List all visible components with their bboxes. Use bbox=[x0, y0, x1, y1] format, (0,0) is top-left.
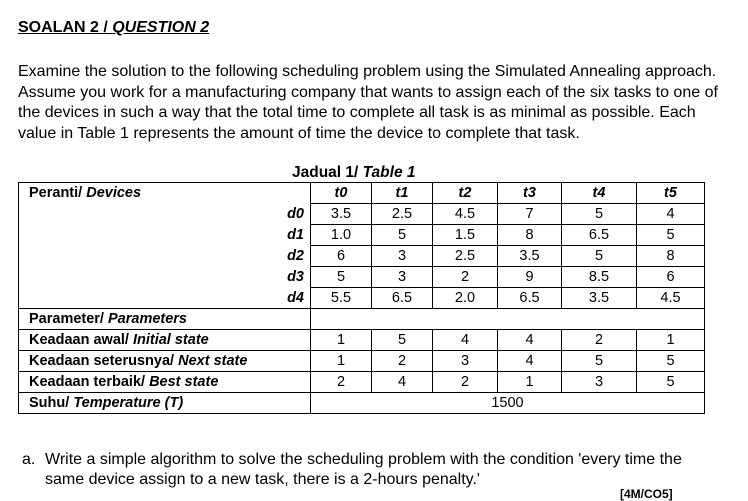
time-cell: 6 bbox=[311, 246, 372, 267]
time-cell: 1.5 bbox=[433, 225, 498, 246]
state-cell: 1 bbox=[311, 351, 372, 372]
state-cell: 4 bbox=[433, 330, 498, 351]
state-cell: 1 bbox=[498, 372, 562, 393]
state-cell: 4 bbox=[498, 351, 562, 372]
device-label: d3 bbox=[19, 267, 311, 288]
temperature-row bbox=[19, 393, 705, 414]
time-cell: 8 bbox=[498, 225, 562, 246]
time-cell: 7 bbox=[498, 204, 562, 225]
parameters-label: Parameter/ Parameters bbox=[19, 309, 311, 330]
time-cell: 4 bbox=[637, 204, 705, 225]
time-cell: 2 bbox=[433, 267, 498, 288]
devices-label: Peranti/ Devices bbox=[19, 183, 311, 204]
time-cell: 5 bbox=[372, 225, 433, 246]
time-cell: 2.5 bbox=[433, 246, 498, 267]
task-header: t3 bbox=[498, 183, 562, 204]
time-cell: 3 bbox=[372, 267, 433, 288]
state-cell: 5 bbox=[372, 330, 433, 351]
header-row bbox=[19, 183, 705, 204]
task-header: t4 bbox=[562, 183, 637, 204]
marks-label: [4M/CO5] bbox=[620, 487, 673, 501]
time-cell: 2.5 bbox=[372, 204, 433, 225]
device-row bbox=[19, 204, 705, 225]
state-cell: 2 bbox=[372, 351, 433, 372]
task-header: t1 bbox=[372, 183, 433, 204]
parameters-row bbox=[19, 309, 705, 330]
time-cell: 3.5 bbox=[562, 288, 637, 309]
device-row bbox=[19, 225, 705, 246]
time-cell: 3 bbox=[372, 246, 433, 267]
time-cell: 6 bbox=[637, 267, 705, 288]
state-cell: 1 bbox=[637, 330, 705, 351]
time-cell: 5 bbox=[637, 225, 705, 246]
time-cell: 5 bbox=[562, 204, 637, 225]
task-header: t5 bbox=[637, 183, 705, 204]
time-cell: 6.5 bbox=[562, 225, 637, 246]
time-cell: 3.5 bbox=[311, 204, 372, 225]
caption-malay: Jadual 1/ bbox=[292, 164, 363, 181]
state-cell: 5 bbox=[562, 351, 637, 372]
schedule-table bbox=[18, 182, 705, 414]
time-cell: 5.5 bbox=[311, 288, 372, 309]
question-heading bbox=[18, 19, 209, 37]
task-header: t0 bbox=[311, 183, 372, 204]
state-cell: 5 bbox=[637, 351, 705, 372]
state-cell: 1 bbox=[311, 330, 372, 351]
heading-english: QUESTION 2 bbox=[112, 19, 210, 36]
state-cell: 3 bbox=[562, 372, 637, 393]
heading-malay: SOALAN 2 / bbox=[18, 19, 113, 36]
device-label: d4 bbox=[19, 288, 311, 309]
state-row bbox=[19, 330, 705, 351]
state-label: Keadaan awal/ Initial state bbox=[19, 330, 311, 351]
temperature-value: 1500 bbox=[311, 393, 705, 414]
state-label: Keadaan seterusnya/ Next state bbox=[19, 351, 311, 372]
caption-english: Table 1 bbox=[362, 164, 416, 181]
time-cell: 1.0 bbox=[311, 225, 372, 246]
time-cell: 5 bbox=[562, 246, 637, 267]
state-label: Keadaan terbaik/ Best state bbox=[19, 372, 311, 393]
device-row bbox=[19, 267, 705, 288]
device-label: d2 bbox=[19, 246, 311, 267]
time-cell: 6.5 bbox=[498, 288, 562, 309]
state-cell: 5 bbox=[637, 372, 705, 393]
time-cell: 8 bbox=[637, 246, 705, 267]
state-cell: 3 bbox=[433, 351, 498, 372]
question-a-marker: a. bbox=[22, 451, 36, 468]
time-cell: 2.0 bbox=[433, 288, 498, 309]
state-row bbox=[19, 372, 705, 393]
time-cell: 6.5 bbox=[372, 288, 433, 309]
device-row bbox=[19, 246, 705, 267]
time-cell: 5 bbox=[311, 267, 372, 288]
question-a bbox=[22, 450, 722, 490]
device-row bbox=[19, 288, 705, 309]
state-row bbox=[19, 351, 705, 372]
state-cell: 2 bbox=[311, 372, 372, 393]
state-cell: 2 bbox=[433, 372, 498, 393]
state-cell: 2 bbox=[562, 330, 637, 351]
time-cell: 9 bbox=[498, 267, 562, 288]
time-cell: 4.5 bbox=[433, 204, 498, 225]
device-label: d1 bbox=[19, 225, 311, 246]
question-a-text: Write a simple algorithm to solve the scheduling problem with the condition 'every time the same device assign to a new task, there is a 2-hours penalty.' bbox=[45, 451, 682, 488]
state-cell: 4 bbox=[498, 330, 562, 351]
time-cell: 8.5 bbox=[562, 267, 637, 288]
time-cell: 3.5 bbox=[498, 246, 562, 267]
table-caption bbox=[292, 164, 416, 182]
task-header: t2 bbox=[433, 183, 498, 204]
state-cell: 4 bbox=[372, 372, 433, 393]
device-label: d0 bbox=[19, 204, 311, 225]
time-cell: 4.5 bbox=[637, 288, 705, 309]
question-paragraph: Examine the solution to the following scheduling problem using the Simulated Annealing approach. Assume you work for a manufacturing company that wants to assign each of the six tasks to one of the devices in such a way that the total time to complete all task is as minimal as possible. Each value in Table 1 represents the amount of time the device to complete that task. bbox=[18, 63, 718, 142]
temperature-label: Suhu/ Temperature (T) bbox=[19, 393, 311, 414]
